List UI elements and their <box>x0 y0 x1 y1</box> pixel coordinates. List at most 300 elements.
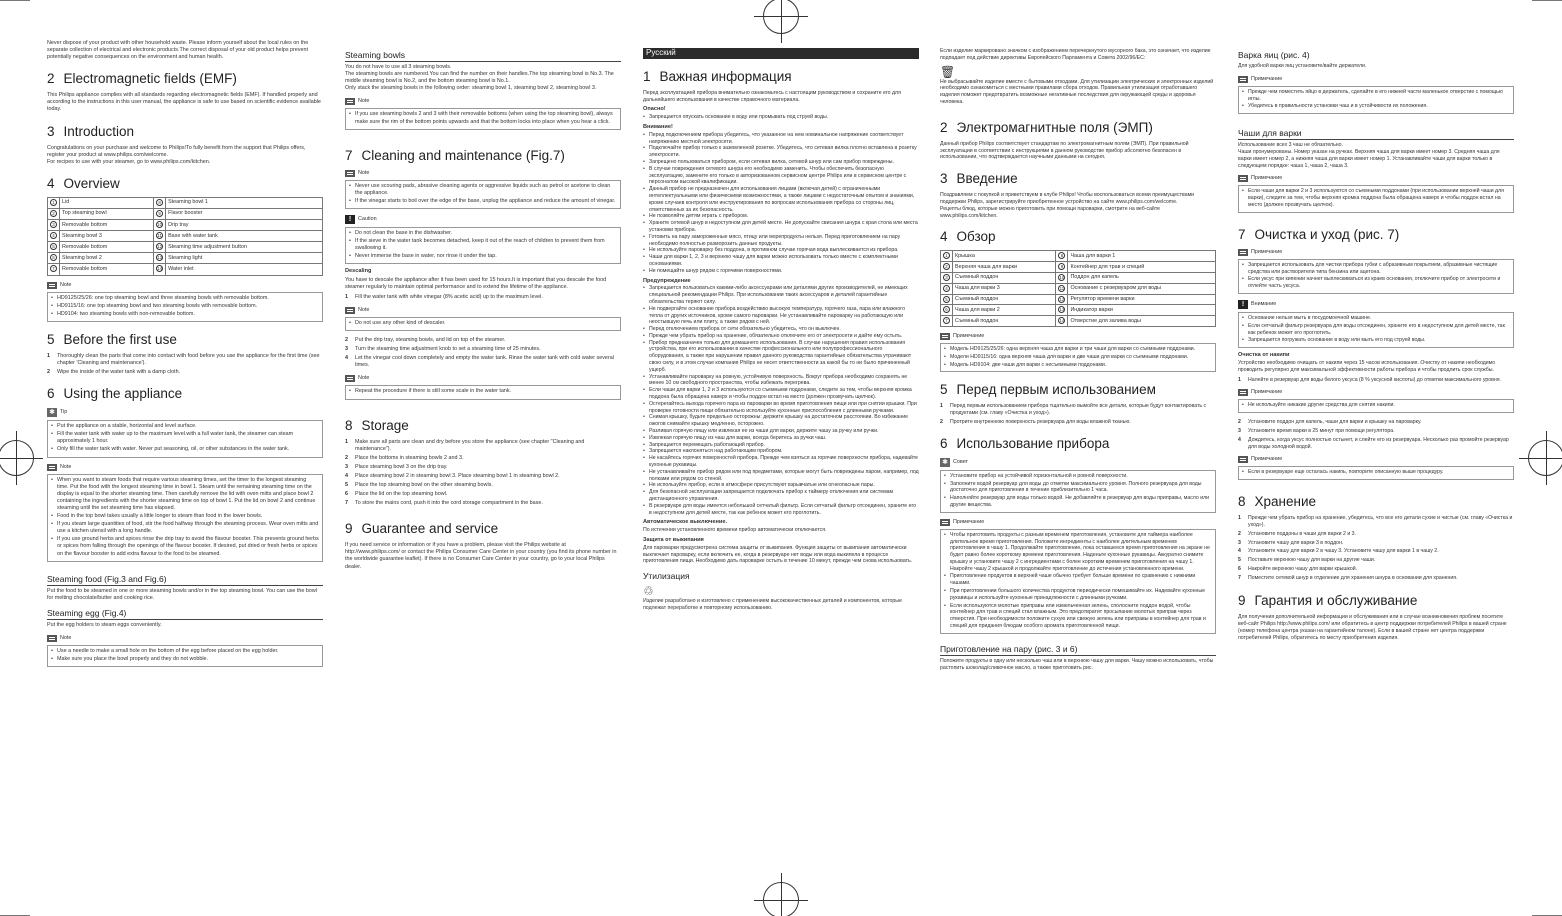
steps-list <box>345 294 621 301</box>
overview-row <box>48 242 323 253</box>
disposal-text: Never dispose of your product with other household waste. Please inform yourself about the local rules on the separate collection of electrical and electronic products.The correct disposal of your old product helps prevent potentially negative consequences on the environment and human health. <box>47 40 309 61</box>
list-item: • Не используйте никакие другие средства для снятия накипи. <box>1242 402 1510 409</box>
part-number <box>941 316 953 327</box>
part-name: Flavor booster <box>166 208 323 219</box>
repeat-note <box>345 385 621 399</box>
list-item: • Готовить на пару замороженные мясо, птицу или морепродукты нельзя. Перед приготовлением на пару необходимо полностью разморозить данные продукты. <box>643 234 919 248</box>
list-item: • Установите прибор на устойчивой горизонтальной и ровной поверхности. <box>944 473 1212 480</box>
list-item: • Repeat the procedure if there is still some scale in the water tank. <box>349 388 617 395</box>
step-number: 1 <box>1238 515 1241 522</box>
auto-off-heading: Автоматическое выключение. <box>643 519 728 526</box>
part-number <box>48 197 60 208</box>
guarantee-heading: 9 Guarantee and service <box>345 521 499 537</box>
step-text: Установите чашу для варки 2 в чашу 3. Установите чашу для варки 1 в чашу 2. <box>1248 548 1439 555</box>
recycling-heading: Утилизация <box>643 571 690 582</box>
step-item <box>1238 377 1514 384</box>
list-item: • Устанавливайте пароварку на ровную, устойчивую поверхность. Вокруг прибора необходимо сохранять не менее 10 см свободного пространства, чтобы избежать перегрева. <box>643 374 919 388</box>
list-item: • If you use ground herbs and spices rinse the drip tray to avoid the flavour booster. This prevents ground herbs or spices from falling through the openings of the flavour booster. If desired, put dried or fresh herbs or spices on the flavour booster to add extra flavour to the food to be steamed. <box>51 536 319 557</box>
list-item: • В резервуаре для воды имеется небольшой сетчатый фильтр. Если сетчатый фильтр отсоединен, храните его в недоступном для детей месте, так как ребенок может его проглотить. <box>643 503 919 517</box>
list-item: • Снимая крышку, будьте предельно осторожны: держите крышку на достаточном расстоянии. Во избежание ожогов снимайте крышку медленно, осторожно. <box>643 414 919 428</box>
note-header: Note <box>47 464 323 471</box>
guarantee-text: If you need service or information or if you have a problem, please visit the Philips website at http://www.philips.com/ or contact the Philips Consumer Care Center in your country (you find its phone number in the worldwide guarantee leaflet). If there is no Consumer Care Center in your country, go to your local Philips dealer. <box>345 542 617 570</box>
step-item <box>1238 575 1514 582</box>
tip-icon: ✱ <box>47 408 57 417</box>
boil-dry-heading: Защита от выкипания <box>643 537 704 543</box>
steps-list <box>47 353 323 376</box>
part-number-badge: 1 <box>50 199 57 206</box>
list-item: • Put the appliance on a stable, horizontal and level surface. <box>51 423 319 430</box>
part-number <box>48 264 60 275</box>
tip-icon: ✱ <box>940 458 950 467</box>
note-header: Note <box>47 635 323 642</box>
steps-list <box>1238 515 1514 581</box>
note-header: Примечание <box>1238 249 1514 256</box>
part-name: Base with water tank <box>166 231 323 242</box>
step-text: Протрите внутреннюю поверхность резервуара для воды влажной тканью. <box>950 418 1131 425</box>
overview-row <box>941 316 1216 327</box>
using-appliance-heading: 6 Using the appliance <box>47 386 183 402</box>
part-number-badge: 5 <box>50 243 57 250</box>
introduction-heading: 3 Введение <box>940 171 1018 187</box>
step-item <box>47 353 323 367</box>
steps-list <box>1238 377 1514 384</box>
list-item: • Do not clean the base in the dishwasher. <box>349 230 617 237</box>
descaler-note <box>345 317 621 331</box>
list-item: • Запрещается пользоваться какими-либо аксессуарами или деталями других производителей, не имеющих специальной рекомендации Philips. При использовании таких аксессуаров и деталей гарантийные обязательства теряют силу. <box>643 285 919 305</box>
overview-note <box>940 343 1216 372</box>
overview-table <box>47 197 323 276</box>
egg-heading: Варка яиц (рис. 4) <box>1238 50 1310 60</box>
note-icon <box>345 375 355 382</box>
part-number <box>48 242 60 253</box>
part-number-badge: 1 <box>943 252 950 259</box>
note-icon <box>1238 456 1248 463</box>
part-number <box>941 272 953 283</box>
egg-text: Для удобной варки яиц установите/вайте держатели. <box>1238 63 1367 69</box>
step-text: Поместите сетевой шнур в отделение для хранения шнура в основании для хранения. <box>1248 574 1458 581</box>
list-item: • Разливая горячую пищу или извлекая ее из чаши для варки, держите чашу за ручку или ручки. <box>643 428 919 435</box>
part-number <box>1056 262 1068 273</box>
part-name: Drip tray <box>166 220 323 231</box>
step-text: Thoroughly clean the parts that come into contact with food before you use the appliance for the first time (see chapter 'Cleaning and maintenance'). <box>57 352 320 366</box>
list-item: • Не устанавливайте прибор рядом или под предметами, которые могут быть повреждены паром, например, под полками или рядом со стеной. <box>643 469 919 483</box>
part-name: Контейнер для трав и специй <box>1068 262 1216 273</box>
note-header: Note <box>345 98 621 105</box>
bowls-text: Использование всех 3 чаш не обязательно. Чаши пронумерованы. Номер указан на ручках. Верхняя чаша для варки имеет номер 3. Средняя чаша для варки имеет номер 2, а нижняя чаша для варки имеет номер 1. Устанавливайте чаши для варки только в следующем порядке: чаша 1, чаша 2, чаша 3. <box>1238 142 1500 169</box>
overview-row <box>941 272 1216 283</box>
steps-list <box>345 439 621 508</box>
part-name: Съемный поддон <box>953 316 1056 327</box>
list-item: • HD9125/25/26: one top steaming bowl and three steaming bowls with removable bottom. <box>51 295 319 302</box>
step-text: Прежде чем убрать прибор на хранение, убедитесь, что все его детали сухие и чистые (см. главу «Очистка и уход»). <box>1248 515 1513 528</box>
step-item <box>1238 540 1514 547</box>
list-item: • Если используются молотые приправы или измельченная зелень, сполосните поддон водой, чтобы контейнер для трав и специй стал влажным. Это предотвратит просыпание молотых приправ через отверстия. При необходимости положите сухую или свежую зелень или приправы в контейнер для трав и специй для придания блюдам особого аромата приготовленной пищи. <box>944 603 1212 630</box>
overview-row <box>48 220 323 231</box>
step-item <box>1238 437 1514 451</box>
part-number-badge: 8 <box>156 199 163 206</box>
part-number <box>48 220 60 231</box>
step-number: 2 <box>345 454 348 461</box>
guarantee-heading: 9 Гарантия и обслуживание <box>1238 593 1418 609</box>
part-number <box>941 294 953 305</box>
step-item <box>47 369 323 376</box>
step-text: Put the drip tray, steaming bowls, and lid on top of the steamer. <box>355 336 506 343</box>
overview-row <box>48 253 323 264</box>
list-item: • Запрещается перемещать работающий прибор. <box>643 442 919 449</box>
registration-mark-bottom <box>763 882 799 916</box>
list-item: • Запрещено пользоваться прибором, если сетевая вилка, сетевой шнур или сам прибор повреждены. <box>643 159 919 166</box>
part-number-badge: 14 <box>1059 318 1065 324</box>
part-number <box>154 208 166 219</box>
step-number: 1 <box>47 352 50 359</box>
list-item: • Остерегайтесь выхода горячего пара из пароварки во время приготовления пищи или при снятии крышки. При проверке готовности пищи обязательно используйте кухонные приспособления с длинными ручками. <box>643 401 919 415</box>
registration-mark-top <box>763 0 799 34</box>
list-item: • If you steam large quantities of food, stir the food halfway through the steaming process. Wear oven mitts and use a kitchen utensil with a long handle. <box>51 521 319 535</box>
part-number <box>941 251 953 262</box>
list-item: • Наполняйте резервуар для воды только водой. Не добавляйте в резервуар для воды приправы, масло или другие вещества. <box>944 495 1212 509</box>
disposal-text: Не выбрасывайте изделие вместе с бытовыми отходами. Для утилизации электрических и электронных изделий необходимо ознакомиться с местными правилами сбора отходов. Правильная утилизация отработавшего изделия поможет предотвратить возможные негативные последствия для окружающей среды и здоровья человека. <box>940 78 1214 105</box>
overview-row <box>941 283 1216 294</box>
part-number <box>154 231 166 242</box>
step-item <box>1238 531 1514 538</box>
list-item: • Если уксус при кипении начнет выплескиваться из краев основания, отключите прибор от электросети и отлейте часть уксуса. <box>1242 276 1510 290</box>
step-number: 4 <box>1238 548 1241 555</box>
bowls-note <box>1238 185 1514 212</box>
introduction-text: Поздравляем с покупкой и приветствуем в клубе Philips! Чтобы воспользоваться всеми преимуществами поддержки Philips, зарегистрируйте приобретенное устройство на сайте www.philips.com/welcome. Рецепты блюд, которые можно приготовить при помощи пароварки, смотрите на веб-сайте www.philips.com/kitchen. <box>940 192 1195 219</box>
overview-row <box>48 264 323 275</box>
list-item: • HD9104: two steaming bowls with non-removable bottom. <box>51 311 319 318</box>
list-item: • Use a needle to make a small hole on the bottom of the egg before placed on the egg holder. <box>51 648 319 655</box>
part-number-badge: 9 <box>1058 263 1065 270</box>
step-item <box>345 294 621 301</box>
note-header: Примечание <box>1238 389 1514 396</box>
list-item: • Чаши для варки 1, 2, 3 и верхнюю чашу для варки можно использовать только вместе с комплектными основаниями. <box>643 254 919 268</box>
recycle-icon: ♲ <box>643 584 654 599</box>
steaming-egg-text: Put the egg holders to steam eggs conveniently. <box>47 621 162 628</box>
part-name: Съемный поддон <box>953 294 1056 305</box>
step-number: 2 <box>940 418 943 425</box>
step-item <box>345 337 621 344</box>
step-number: 4 <box>1238 436 1241 443</box>
descaling-heading: Descaling <box>345 268 372 275</box>
part-number <box>154 220 166 231</box>
overview-row <box>48 208 323 219</box>
list-item: • Данный прибор не предназначен для использования лицами (включая детей) с ограниченными интеллектуальными или физическими возможностями, а также лицами с недостаточным опытом и знаниями, кроме случаев контроля или инструктирования по вопросам использования прибора со стороны лиц, ответственных за их безопасность. <box>643 186 919 213</box>
part-name: Съемный поддон <box>953 272 1056 283</box>
step-number: 2 <box>47 369 50 376</box>
part-name: Removable bottom <box>60 220 154 231</box>
recycling-text: Изделие разработано и изготовлено с применением высококачественных деталей и компонентов, которые подлежат переработке и повторному использованию. <box>643 598 902 611</box>
descaling-heading: Очистка от накипи <box>1238 352 1290 359</box>
step-number: 2 <box>345 336 348 343</box>
step-text: Установите поддон для капель, чаши для варки и крышку на пароварку. <box>1248 419 1422 426</box>
list-item: • Запрещается погружать основание в воду или мыть его под струей воды. <box>1242 337 1510 344</box>
note-icon <box>47 282 57 289</box>
list-item: • Чтобы приготовить продукты с разным временем приготовления, установите для таймера наиболее длительное время приготовления. Положите ингредиенты с наиболее длительным временем приготовления в чашу 1. Продолжайте приготовление, пока оставшееся время приготовления на экране не будет равно более короткому времени приготовления. Наденьте кухонные рукавицы. Аккуратно снимите крышку и установите чашу 2 с ингредиентами с более коротким временем приготовления на чашу 1. Накройте чашу 2 крышкой и продолжайте приготовление до истечения установленного времени. <box>944 532 1212 573</box>
english-column-2 <box>345 50 621 574</box>
step-number: 3 <box>345 346 348 353</box>
list-item: • Запрещается наклоняться над работающим прибором. <box>643 448 919 455</box>
list-item: • Подключайте прибор только к заземленной розетке. Убедитесь, что сетевая вилка плотно вставлена в розетку электросети. <box>643 145 919 159</box>
part-name: Steaming bowl 3 <box>60 231 154 242</box>
part-number <box>1056 305 1068 316</box>
russian-column-3 <box>1238 50 1514 645</box>
list-item: • Если чаши для варки 1, 2 и 3 используются со съемными поддонами, следите за тем, чтобы верхняя кромка поддона была обращена наверх и чтобы поддон встал на место (должен прозвучать щелчок). <box>643 387 919 401</box>
steaming-food-text: Put the food to be steamed in one or more steaming bowls and/or in the top steaming bowl. You can use the bowl for melting chocolate/butter and cooking rice. <box>47 587 317 601</box>
step-number: 1 <box>940 403 943 410</box>
note-icon <box>940 519 950 526</box>
part-number-badge: 14 <box>157 266 163 272</box>
part-number-badge: 6 <box>943 306 950 313</box>
list-item: • Не помещайте шнур рядом с горячими поверхностями. <box>643 268 919 275</box>
step-item <box>940 403 1216 417</box>
introduction-text: Congratulations on your purchase and welcome to Philips!To fully benefit from the support that Philips offers, register your product at www.philips.com/welcome. For recipes to use with your steamer, go to www.philips.com/kitchen. <box>47 144 306 165</box>
list-item: • Приготовление продуктов в верхней чаше обычно требует больше времени по сравнению с нижними чашами. <box>944 573 1212 587</box>
list-item: • При приготовлении большого количества продуктов периодически помешивайте их. Надевайте кухонные рукавицы и используйте кухонные принадлежности с длинными ручками. <box>944 588 1212 602</box>
step-text: Turn the steaming time adjustment knob to set a steaming time of 25 minutes. <box>355 346 541 353</box>
part-number-badge: 13 <box>1059 307 1065 313</box>
list-item: • Не касайтесь горячих поверхностей прибора. Прежде чем взяться за горячие поверхности прибора, надевайте кухонные рукавицы. <box>643 455 919 469</box>
tip-header: ✱ Совет <box>940 458 1216 467</box>
list-item: • Never immerse the base in water, nor rinse it under the tap. <box>349 253 617 260</box>
step-text: Place steaming bowl 2 in steaming bowl 3. Place steaming bowl 1 in steaming bowl 2. <box>355 472 560 479</box>
overview-heading: 4 Обзор <box>940 229 996 245</box>
danger-heading: Опасно! <box>643 106 666 113</box>
step-text: Make sure all parts are clean and dry before you store the appliance (see chapter "Cleaning and maintenance"). <box>355 438 585 452</box>
caution-box <box>345 227 621 264</box>
part-number <box>154 253 166 264</box>
note-icon <box>47 635 57 642</box>
list-item: • If the sieve in the water tank becomes detached, keep it out of the reach of children to prevent them from swallowing it. <box>349 238 617 252</box>
cleaning-note <box>1238 259 1514 294</box>
list-item: • If the vinegar starts to boil over the edge of the base, unplug the appliance and reduce the amount of vinegar. <box>349 198 617 205</box>
caution-icon: ! <box>345 215 355 224</box>
list-item: • Перед подключением прибора убедитесь, что указанное на нем номинальное напряжение соответствует напряжению местной электросети. <box>643 132 919 146</box>
bowls-note <box>345 108 621 129</box>
warning-heading: Внимание! <box>643 123 673 130</box>
part-name: Чаша для варки 2 <box>953 305 1056 316</box>
list-item: • Прежде чем поместить яйцо в держатель, сделайте в его нижней части маленькое отверстие с помощью иглы. <box>1242 89 1510 103</box>
step-number: 3 <box>345 463 348 470</box>
list-item: • Если чаши для варки 2 и 3 используются со съемными поддонами (при использовании верхней чаши для варки), следите за тем, чтобы верхняя кромка поддона была обращена наверх и чтобы поддон встал на место (должен прозвучать щелчок). <box>1242 188 1510 208</box>
part-name: Water inlet <box>166 264 323 275</box>
part-name: Steaming bowl 2 <box>60 253 154 264</box>
note-header: Note <box>345 307 621 314</box>
list-item: • Не используйте прибор, если в атмосфере присутствуют взрывчатые или огнеопасные пары. <box>643 482 919 489</box>
part-name: Отверстие для залива воды <box>1068 316 1216 327</box>
note-icon <box>1238 76 1248 83</box>
step-text: Установите чашу для варки 3 в поддон. <box>1248 539 1344 546</box>
part-number <box>1056 272 1068 283</box>
note-header: Примечание <box>940 333 1216 340</box>
part-name: Регулятор времени варки <box>1068 294 1216 305</box>
russian-column-2 <box>940 48 1216 674</box>
before-first-use-heading: 5 Before the first use <box>47 331 177 347</box>
step-item <box>1238 557 1514 564</box>
note-icon <box>345 307 355 314</box>
part-number-badge: 11 <box>157 233 162 239</box>
overview-row <box>48 231 323 242</box>
part-number-badge: 3 <box>50 221 57 228</box>
tip-box <box>940 470 1216 513</box>
language-label: Русский <box>643 48 919 59</box>
part-number <box>48 253 60 264</box>
step-number: 7 <box>345 500 348 507</box>
step-number: 4 <box>345 472 348 479</box>
note-icon <box>345 98 355 105</box>
list-item: • Для безопасной эксплуатации запрещается подключать прибор к таймеру отключения или системам дистанционного управления. <box>643 489 919 503</box>
note-icon <box>345 170 355 177</box>
list-item: • Не используйте пароварку без поддона, в противном случае горячая вода выплескивается из прибора. <box>643 247 919 254</box>
cleaning-heading: 7 Cleaning and maintenance (Fig.7) <box>345 147 565 163</box>
part-number-badge: 11 <box>1059 285 1065 291</box>
list-item: • Do not use any other kind of descaler. <box>349 320 617 327</box>
using-appliance-heading: 6 Использование прибора <box>940 435 1110 451</box>
emf-heading: 2 Электромагнитные поля (ЭМП) <box>940 119 1153 135</box>
guarantee-text: Для получения дополнительной информации и обслуживания или в случае возникновения проблем посетите веб-сайт Philips http://www.philips.com/ или обратитесь в центр поддержки потребителей Philips в вашей стране (номер телефона центра указан на гарантийном талоне). Если в вашей стране нет центра поддержки потребителей Philips, обратитесь по месту приобретения изделия. <box>1238 614 1507 641</box>
list-item: • Если в резервуаре еще осталась накипь, повторите описанную выше процедуру. <box>1242 469 1510 476</box>
step-text: Поставьте верхнюю чашу для варки на другие чаши. <box>1248 557 1376 564</box>
storage-heading: 8 Хранение <box>1238 494 1317 510</box>
caution-heading: Предупреждение <box>643 277 691 284</box>
part-number-badge: 13 <box>157 255 163 261</box>
bin-directive-text: Если изделие маркировано значком с изображением перечеркнутого мусорного бака, это означает, что изделие подпадает под действие директивы Европейского Парламента и Совета 2002/96/ЕС: <box>940 48 1211 61</box>
emf-text: This Philips appliance complies with all standards regarding electromagnetic fields (EMF). If handled properly and according to the instructions in this user manual, the appliance is safe to use based on scientific evidence available today. <box>47 92 321 113</box>
steaming-bowls-text: You do not have to use all 3 steaming bowls. The steaming bowls are numbered.You can find the number on their handles.The top steaming bowl is No.3. The middle steaming bowl is No.2, and the bottom steaming bowl is No.1. Only stack the steaming bowls in the following order: steaming bowl 1, steaming bowl 2, steaming bowl 3. <box>345 64 614 92</box>
part-number <box>154 242 166 253</box>
overview-row <box>941 294 1216 305</box>
part-number <box>154 264 166 275</box>
part-name: Основание с резервуаром для воды <box>1068 283 1216 294</box>
step-text: Place the lid on the top steaming bowl. <box>355 491 448 498</box>
part-number-badge: 12 <box>157 244 163 250</box>
list-item: • When you want to steam foods that require various steaming times, set the timer to the longest steaming time. Put the food with the longest steaming time in bowl 1. Steam until the remaining steaming time on the display is equal to the shorter steaming time. Then carefully remove the lid with oven mitts and place bowl 2 containing the ingredients with the shorter steaming time on top of bowl 1. Put the lid on bowl 2 and continue steaming until the set steaming time has elapsed. <box>51 477 319 512</box>
list-item: • Модель HD9104: две чаши для варки с несъемными поддонами. <box>944 362 1212 369</box>
step-number: 2 <box>1238 419 1241 426</box>
step-item <box>345 439 621 453</box>
steaming-food-heading: Steaming food (Fig.3 and Fig.6) <box>47 574 323 586</box>
list-item: • HD9115/16: one top steaming bowl and two steaming bowls with removable bottom. <box>51 303 319 310</box>
part-number-badge: 7 <box>50 265 57 272</box>
part-number-badge: 8 <box>1058 252 1065 259</box>
step-item <box>345 473 621 480</box>
step-item <box>345 455 621 462</box>
part-number-badge: 4 <box>943 285 950 292</box>
step-item <box>345 355 621 369</box>
part-number <box>1056 316 1068 327</box>
steaming-egg-heading: Steaming egg (Fig.4) <box>47 608 323 620</box>
step-number: 5 <box>345 482 348 488</box>
storage-heading: 8 Storage <box>345 417 409 433</box>
steps-list <box>940 403 1216 425</box>
part-number-badge: 2 <box>50 210 57 217</box>
list-item: • Food in the top bowl takes usually a little longer to steam than food in the lower bowls. <box>51 513 319 520</box>
part-name: Removable bottom <box>60 242 154 253</box>
part-number-badge: 2 <box>943 263 950 270</box>
overview-table <box>940 250 1216 327</box>
overview-note <box>47 292 323 322</box>
step-number: 1 <box>1238 376 1241 383</box>
list-item: • Запрещается опускать основание в воду или промывать под струей воды. <box>643 114 919 121</box>
part-number <box>941 305 953 316</box>
part-number-badge: 9 <box>156 210 163 217</box>
tip-box <box>47 420 323 457</box>
list-item: • Основание нельзя мыть в посудомоечной машине. <box>1242 315 1510 322</box>
step-item <box>345 464 621 471</box>
descaling-text: Устройство необходимо очищать от накипи через 15 часов использования. Очистку от накипи необходимо проводить регулярно для максимальной эффективности работы прибора и чтобы продлить срок службы. <box>1238 359 1496 373</box>
part-number <box>1056 251 1068 262</box>
step-number: 1 <box>345 438 348 445</box>
caution-header: ! Внимание <box>1238 300 1514 309</box>
steaming-food-text: Положите продукты в одну или несколько чаш или в верхнюю чашу для варки. Чашу можно использовать, чтобы растопить шоколад/сливочное масло, а также приготовить рис. <box>940 657 1214 671</box>
part-number-badge: 3 <box>943 274 950 281</box>
egg-note <box>1238 86 1514 114</box>
emf-heading: 2 Electromagnetic fields (EMF) <box>47 71 237 87</box>
step-number: 4 <box>345 355 348 362</box>
step-item <box>1238 419 1514 426</box>
note-icon <box>1238 389 1248 396</box>
step-text: Place the top steaming bowl on the other steaming bowls. <box>355 482 493 488</box>
part-number <box>1056 283 1068 294</box>
list-item: • Запрещается использовать для чистки прибора губки с абразивным покрытием, абразивные чистящие средства или растворители типа бензина или ацетона. <box>1242 262 1510 276</box>
step-item <box>940 419 1216 426</box>
step-text: To store the mains cord, push it into the cord storage compartment in the base. <box>355 500 543 507</box>
overview-row <box>48 197 323 208</box>
part-name: Верхняя чаша для варки <box>953 262 1056 273</box>
overview-row <box>941 305 1216 316</box>
cleaning-heading: 7 Очистка и уход (рис. 7) <box>1238 226 1400 242</box>
step-text: Fill the water tank with white vinegar (8% acetic acid) up to the maximum level. <box>355 293 543 300</box>
list-item: • Убедитесь в правильности установки чаш и в устойчивости их положения. <box>1242 103 1510 110</box>
part-name: Крышка <box>953 251 1056 262</box>
overview-row <box>941 251 1216 262</box>
step-text: Wipe the inside of the water tank with a damp cloth. <box>57 369 181 376</box>
list-item: • Only fill the water tank with water. Never put seasoning, oil, or other substances in the water tank. <box>51 446 319 453</box>
list-item: • Перед отключением прибора от сети обязательно убедитесь, что он выключен. <box>643 326 919 333</box>
part-name: Чаша для варки 1 <box>1068 251 1216 262</box>
steps-list <box>1238 419 1514 450</box>
list-item: • Если сетчатый фильтр резервуара для воды отсоединен, храните его в недоступном для детей месте, так как ребенок может его проглотить. <box>1242 323 1510 337</box>
important-heading: 1 Важная информация <box>643 68 792 84</box>
list-item: • Fill the water tank with water up to the maximum level.with a full water tank, the steamer can steam approximately 1 hour. <box>51 431 319 445</box>
overview-heading: 4 Overview <box>47 175 120 191</box>
part-name: Top steaming bowl <box>60 208 154 219</box>
step-number: 1 <box>345 293 348 300</box>
step-number: 6 <box>1238 565 1241 572</box>
tip-header: ✱ Tip <box>47 408 323 417</box>
part-name: Поддон для капель <box>1068 272 1216 283</box>
part-name: Lid <box>60 197 154 208</box>
russian-column-1 <box>643 48 919 615</box>
note-icon <box>940 333 950 340</box>
crop-mark <box>0 0 30 1</box>
note-header: Note <box>345 170 621 177</box>
part-name: Steaming time adjustment button <box>166 242 323 253</box>
part-number-badge: 12 <box>1059 296 1065 302</box>
step-number: 5 <box>1238 557 1241 564</box>
emf-text: Данный прибор Philips соответствует стандартам по электромагнитным полям (ЭМП). При правильной эксплуатации в соответствии с инструкциями в данном руководстве прибор абсолютно безопасен в использовании, что подтверждается научными данными на сегодня. <box>940 140 1189 161</box>
list-item: • Храните сетевой шнур в недоступном для детей месте. Не допускайте свисания шнура с края стола или места установки прибора. <box>643 220 919 234</box>
part-number <box>154 197 166 208</box>
list-item: • Прежде чем убрать прибор на хранение, обязательно отключите его от электросети и дайте ему остыть. <box>643 333 919 340</box>
part-name: Steaming light <box>166 253 323 264</box>
part-name: Индикатор варки <box>1068 305 1216 316</box>
step-item <box>1238 428 1514 435</box>
before-first-use-heading: 5 Перед первым использованием <box>940 382 1156 398</box>
step-number: 3 <box>1238 427 1241 434</box>
usage-note <box>47 474 323 562</box>
part-number <box>48 208 60 219</box>
